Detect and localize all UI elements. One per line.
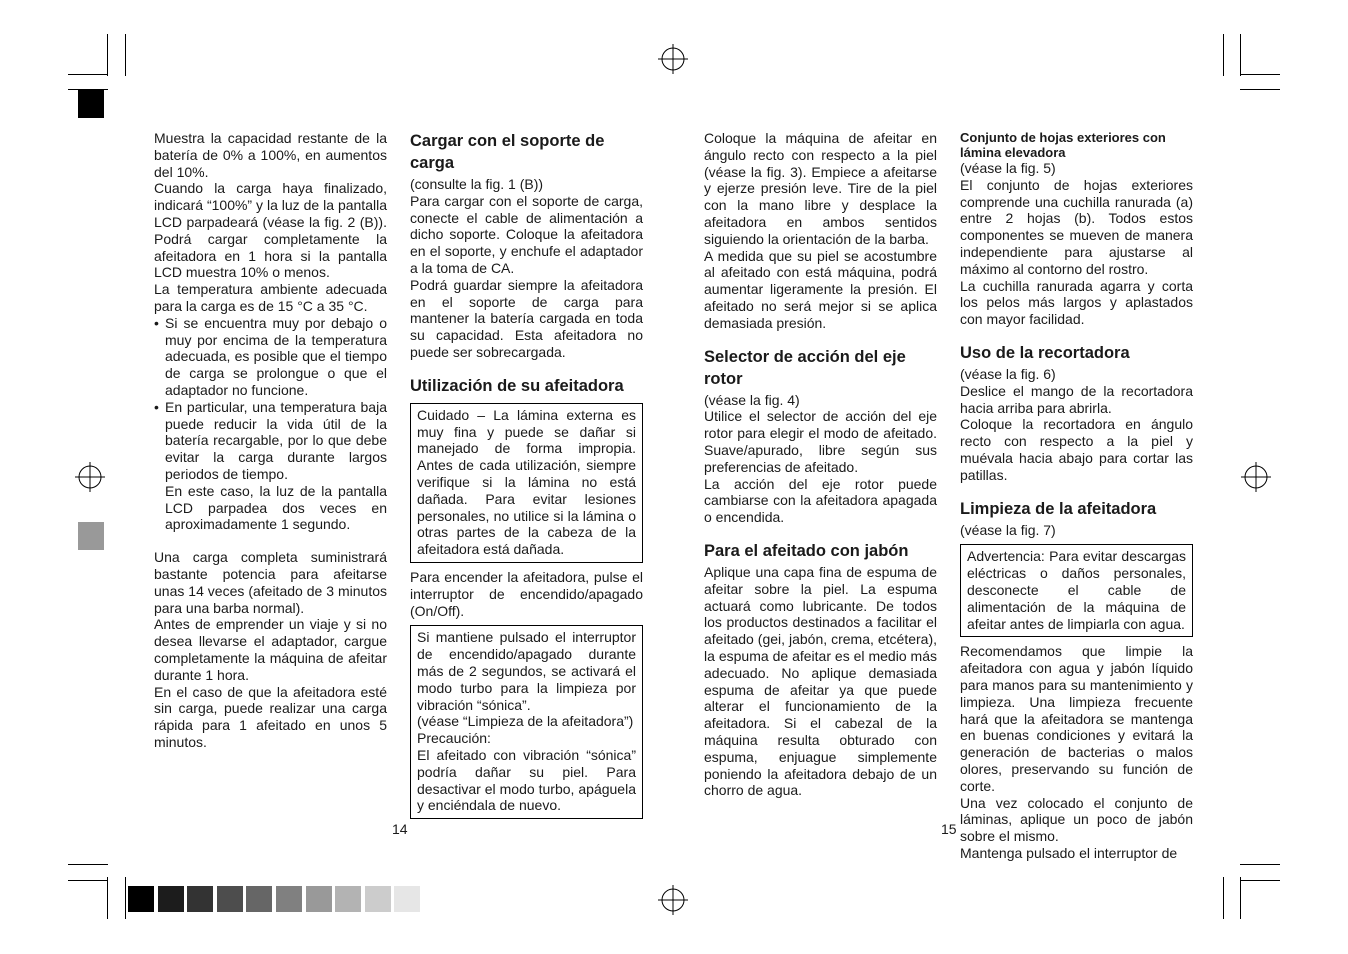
grayscale-swatch: [365, 886, 391, 912]
paragraph: Coloque la máquina de afeitar en ángulo recto con respecto a la piel (véase la fig. 3). Empiece a afeitarse y ejerze presión leve. Tire de la piel con la mano libre y desplace la afeitadora en ambos sentidos siguiendo la orientación de la barba.: [704, 130, 937, 247]
gray-marker-block: [78, 522, 104, 550]
grayscale-swatch: [306, 886, 332, 912]
section-heading: Selector de acción del eje rotor: [704, 347, 906, 388]
paragraph: Una vez colocado el conjunto de láminas, aplique un poco de jabón sobre el mismo.: [960, 794, 1193, 845]
paragraph: Coloque la recortadora en ángulo recto con respecto a la piel y muévala hacia abajo para cortar las patillas.: [960, 416, 1193, 483]
paragraph: Si mantiene pulsado el interruptor de encendido/apagado durante más de 2 segundos, se activará el modo turbo para la limpieza por vibración “sónica”.: [417, 629, 636, 713]
bullet-list: [154, 315, 387, 483]
warning-box: [960, 544, 1193, 637]
registration-mark-bottom: [658, 885, 688, 915]
paragraph: Cuando la carga haya finalizado, indicará “100%” y la luz de la pantalla LCD parpadeará (véase la fig. 2 (B)). Podrá cargar completamente la afeitadora en 1 hora si la pantalla LCD muestra 10% o menos.: [154, 180, 387, 281]
paragraph: Para encender la afeitadora, pulse el interruptor de encendido/apagado (On/Off).: [410, 568, 643, 619]
column-1: [154, 130, 387, 751]
turbo-mode-box: [410, 625, 643, 819]
paragraph: El afeitado con vibración “sónica” podría dañar su piel. Para desactivar el modo turbo, apáguela y enciéndala de nuevo.: [417, 746, 636, 814]
grayscale-swatch: [217, 886, 243, 912]
paragraph: Para cargar con el soporte de carga, conecte el cable de alimentación a dicho soporte. Coloque la afeitadora en el soporte, y enchufe el adaptador a la toma de CA.: [410, 192, 643, 276]
figure-reference: (véase la fig. 7): [960, 521, 1056, 538]
paragraph: Utilice el selector de acción del eje rotor para elegir el modo de afeitado. Suave/apurado, libre según sus preferencias de afeitado.: [704, 408, 937, 475]
paragraph: Una carga completa suministrará bastante potencia para afeitarse unas 14 veces (afeitado de 3 minutos para una barba normal).: [154, 549, 387, 616]
column-4: [960, 130, 1193, 862]
grayscale-swatch: [276, 886, 302, 912]
registration-mark-left: [75, 462, 105, 492]
grayscale-swatch: [158, 886, 184, 912]
paragraph: Precaución:: [417, 730, 491, 747]
registration-mark-top: [658, 44, 688, 74]
grayscale-swatch: [246, 886, 272, 912]
paragraph: Aplique una capa fina de espuma de afeitar sobre la piel. La espuma actuará como lubricante. De todos los productos destinados a facilitar el afeitado (gei, jabón, crema, etcétera), la espuma de afeitar es el medio más adecuado. No aplique demasiada espuma de afeitar ya que puede alterar el funcionamiento de la afeitadora. Si el cabezal de la máquina resulta obturado con espuma, enjuague simplemente poniendo la afeitadora debajo de un chorro de agua.: [704, 563, 937, 799]
section-heading: Limpieza de la afeitadora: [960, 499, 1157, 518]
section-heading: Para el afeitado con jabón: [704, 541, 909, 560]
paragraph: En este caso, la luz de la pantalla LCD parpadea dos veces en aproximadamente 1 segundo.: [165, 482, 387, 533]
grayscale-swatch: [394, 886, 420, 912]
page-number-left: 14: [392, 821, 408, 837]
figure-reference: (véase la fig. 6): [960, 365, 1056, 382]
figure-reference: (véase la fig. 5): [960, 160, 1056, 176]
paragraph: Deslice el mango de la recortadora hacia arriba para abrirla.: [960, 382, 1193, 416]
paragraph: Muestra la capacidad restante de la batería de 0% a 100%, en aumentos del 10%.: [154, 130, 387, 180]
grayscale-swatch: [335, 886, 361, 912]
paragraph: En el caso de que la afeitadora esté sin carga, puede realizar una carga rápida para 1 afeitado en unos 5 minutos.: [154, 683, 387, 750]
grayscale-swatch: [187, 886, 213, 912]
paragraph: A medida que su piel se acostumbre al afeitado con está máquina, podrá aumentar ligeramente la presión. El afeitado no será mejor si se aplica demasiada presión.: [704, 247, 937, 331]
registration-mark-right: [1241, 462, 1271, 492]
section-heading: Uso de la recortadora: [960, 343, 1130, 362]
caution-box: [410, 403, 643, 563]
section-heading: Cargar con el soporte de carga: [410, 132, 605, 172]
page-number-right: 15: [941, 821, 957, 837]
figure-reference: (véase la fig. 4): [704, 391, 800, 408]
section-heading: Utilización de su afeitadora: [410, 376, 624, 395]
paragraph: El conjunto de hojas exteriores comprende una cuchilla ranurada (a) entre 2 hojas (b). Todos estos componentes se mueven de manera independiente para ajustarse al máximo al contorno del rostro.: [960, 176, 1193, 277]
grayscale-swatch: [128, 886, 154, 912]
list-item: • Si se encuentra muy por debajo o muy por encima de la temperatura adecuada, es posible que el tiempo de carga se prolongue o que el adaptador no funcione.: [154, 315, 387, 399]
paragraph: Advertencia: Para evitar descargas eléctricas o daños personales, desconecte el cable de alimentación de la máquina de afeitar antes de limpiarla con agua.: [967, 548, 1186, 632]
paragraph: Recomendamos que limpie la afeitadora con agua y jabón líquido para manos para su mantenimiento y limpieza. Una limpieza frecuente hará que la afeitadora se mantenga en buenas condiciones y evitará la generación de bacterias o malos olores, preservando su función de corte.: [960, 643, 1193, 794]
paragraph: (véase “Limpieza de la afeitadora”): [417, 713, 634, 730]
column-3: [704, 130, 937, 799]
black-marker-block: [78, 90, 104, 118]
list-item: • En particular, una temperatura baja puede reducir la vida útil de la batería recargable, por lo que debe evitar la carga durante largos periodos de tiempo.: [154, 399, 387, 483]
paragraph: La temperatura ambiente adecuada para la carga es de 15 °C a 35 °C.: [154, 281, 387, 314]
paragraph: Cuidado – La lámina externa es muy fina y puede se dañar si manejado de forma impropia. Antes de cada utilización, siempre verifique si la lámina no está dañada. Para evitar lesiones personales, no utilice si la lámina o otras partes de la cabeza de la afeitadora está dañada.: [417, 406, 636, 558]
paragraph: La acción del eje rotor puede cambiarse con la afeitadora apagada o encendida.: [704, 475, 937, 526]
paragraph: Mantenga pulsado el interruptor de: [960, 844, 1178, 861]
column-2: [410, 130, 643, 825]
paragraph: Podrá guardar siempre la afeitadora en el soporte de carga para mantener la batería cargada en toda su capacidad. Esta afeitadora no puede ser sobrecargada.: [410, 276, 643, 360]
section-subheading: Conjunto de hojas exteriores con lámina elevadora: [960, 130, 1166, 160]
figure-reference: (consulte la fig. 1 (B)): [410, 176, 544, 192]
paragraph: La cuchilla ranurada agarra y corta los pelos más largos y aplastados con mayor facilidad.: [960, 277, 1193, 328]
paragraph: Antes de emprender un viaje y si no desea llevarse el adaptador, cargue completamente la máquina de afeitar durante 1 hora.: [154, 616, 387, 683]
